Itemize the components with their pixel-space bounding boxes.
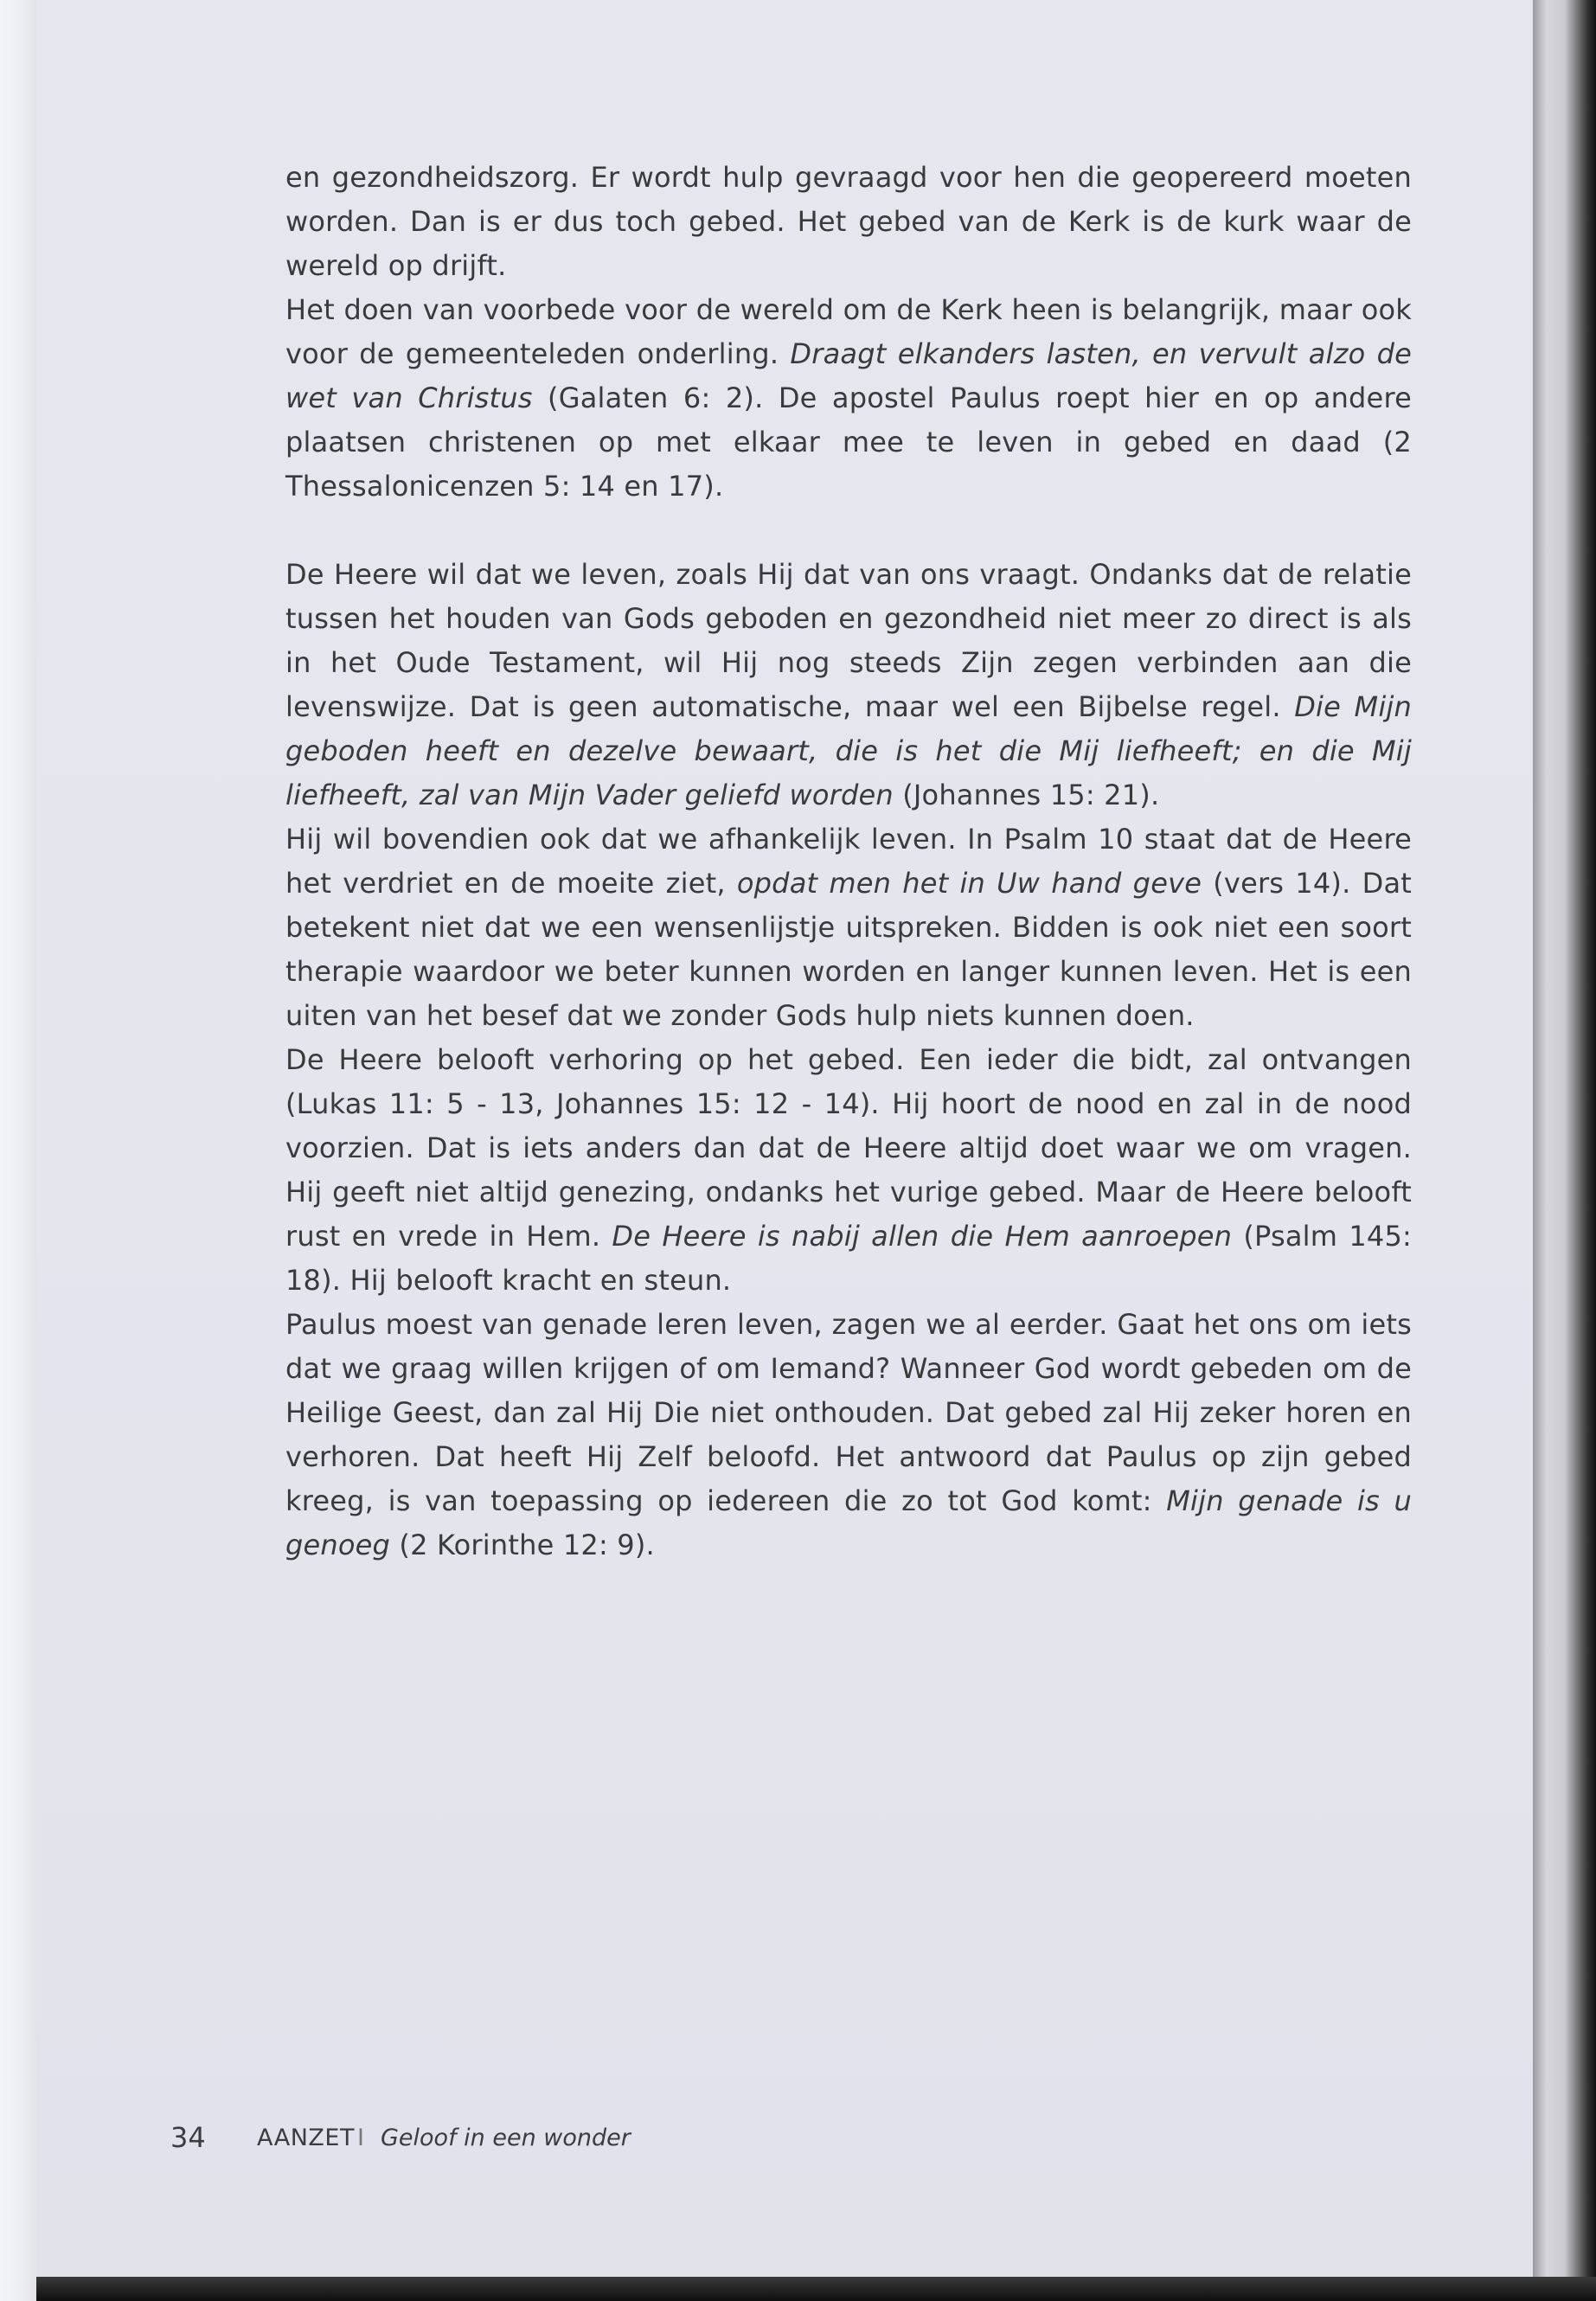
- book-title: Geloof in een wonder: [381, 2125, 631, 2151]
- paragraph-1-text: en gezondheidszorg. Er wordt hulp gevraagd voor hen die geopereerd moeten worden. Dan is er dus toch gebed. Het gebed van de Kerk is de kurk waar de wereld op drijft.: [285, 161, 1412, 282]
- series-title: AANZET: [257, 2125, 355, 2151]
- paragraph-3-text: De Heere wil dat we leven, zoals Hij dat van ons vraagt. Ondanks dat de relatie tussen het houden van Gods geboden en gezondheid niet meer zo direct is als in het Oude Testament, wil Hij nog steeds Zijn zegen verbinden aan die levenswijze. Dat is geen automatische, maar wel een Bijbelse regel.: [285, 558, 1412, 723]
- paragraph-5-text-end: (Psalm 145: 18). Hij belooft kracht en steun.: [285, 1220, 1413, 1297]
- bible-quote-psalm-145: De Heere is nabij allen die Hem aanroepen: [612, 1220, 1233, 1253]
- scan-left-margin: [0, 0, 36, 2301]
- paragraph-4: [285, 817, 1412, 1038]
- bible-quote-galaten: Draagt elkanders lasten, en vervult alzo de wet van Christus: [285, 337, 1412, 414]
- paragraph-4-text: Hij wil bovendien ook dat we afhankelijk leven. In Psalm 10 staat dat de Heere het verdriet en de moeite ziet,: [285, 823, 1412, 900]
- body-text: [285, 156, 1412, 1567]
- paragraph-3-text-end: (Johannes 15: 21).: [893, 779, 1160, 811]
- paragraph-5: [285, 1038, 1412, 1303]
- paragraph-2: [285, 288, 1412, 509]
- book-binding-edge: [1533, 0, 1596, 2301]
- footer-separator: I: [357, 2125, 364, 2151]
- scan-bottom-edge: [36, 2277, 1596, 2301]
- paragraph-6: [285, 1303, 1412, 1567]
- bible-quote-korinthe: Mijn genade is u genoeg: [285, 1484, 1412, 1561]
- bible-quote-psalm-10: opdat men het in Uw hand geve: [736, 867, 1202, 900]
- paragraph-6-text: Paulus moest van genade leren leven, zagen we al eerder. Gaat het ons om iets dat we graag willen krijgen of om Iemand? Wanneer God wordt gebeden om de Heilige Geest, dan zal Hij Die niet onthouden. Dat gebed zal Hij zeker horen en verhoren. Dat heeft Hij Zelf beloofd. Het antwoord dat Paulus op zijn gebed kreeg, is van toepassing op iedereen die zo tot God komt:: [285, 1308, 1412, 1517]
- paragraph-5-text: De Heere belooft verhoring op het gebed. Een ieder die bidt, zal ontvangen (Lukas 11: 5 - 13, Johannes 15: 12 - 14). Hij hoort de nood en zal in de nood voorzien. Dat is iets anders dan dat de Heere altijd doet waar we om vragen. Hij geeft niet altijd genezing, ondanks het vurige gebed. Maar de Heere belooft rust en vrede in Hem.: [285, 1043, 1412, 1253]
- paragraph-3: [285, 553, 1412, 817]
- paragraph-4-text-end: (vers 14). Dat betekent niet dat we een wensenlijstje uitspreken. Bidden is ook niet een soort therapie waardoor we beter kunnen worden en langer kunnen leven. Het is een uiten van het besef dat we zonder Gods hulp niets kunnen doen.: [285, 867, 1412, 1032]
- paragraph-6-text-end: (2 Korinthe 12: 9).: [390, 1529, 655, 1561]
- page-number: 34: [170, 2121, 206, 2154]
- bible-quote-johannes: Die Mijn geboden heeft en dezelve bewaart, die is het die Mij liefheeft; en die Mij liefheeft, zal van Mijn Vader geliefd worden: [285, 690, 1412, 811]
- paragraph-2-text: Het doen van voorbede voor de wereld om de Kerk heen is belangrijk, maar ook voor de gemeenteleden onderling.: [285, 293, 1412, 370]
- paragraph-1: [285, 156, 1412, 288]
- paragraph-2-text-end: (Galaten 6: 2). De apostel Paulus roept hier en op andere plaatsen christenen op met elkaar mee te leven in gebed en daad (2 Thessalonicenzen 5: 14 en 17).: [285, 381, 1412, 503]
- page-footer: [0, 2121, 1596, 2164]
